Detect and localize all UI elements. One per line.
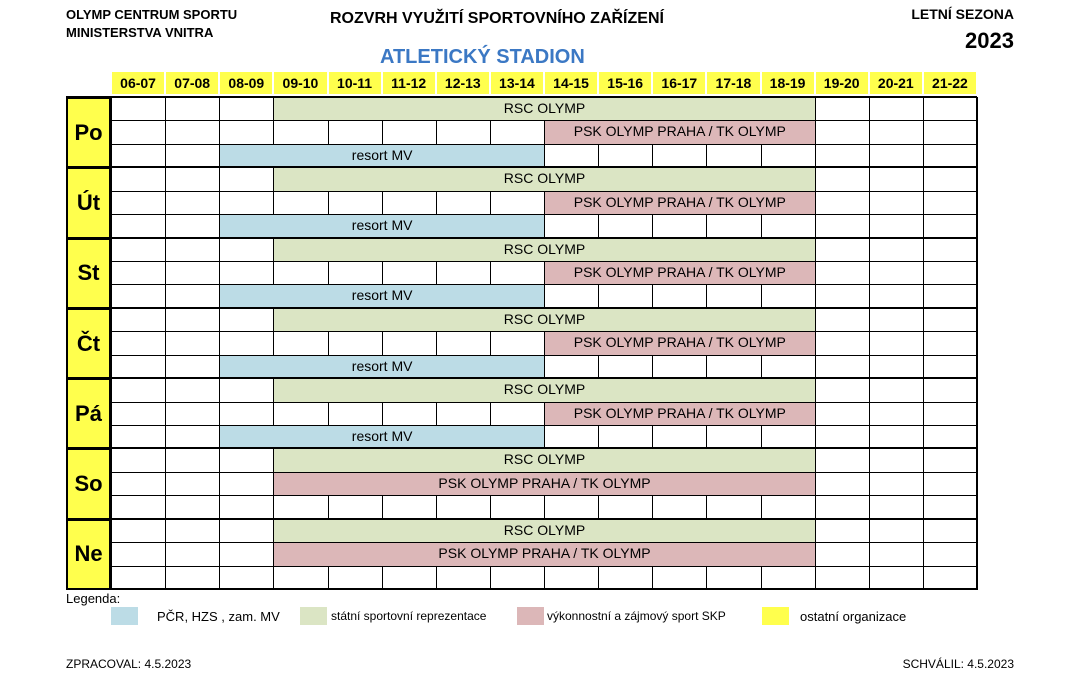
empty-cell [869,519,924,543]
empty-cell [436,261,491,285]
empty-cell [706,284,761,308]
empty-cell [219,378,274,402]
day-separator [66,307,977,309]
empty-cell [165,97,220,121]
empty-cell [273,495,328,519]
empty-cell [815,402,870,426]
empty-cell [923,378,978,402]
empty-cell [869,191,924,215]
empty-cell [598,214,653,238]
empty-cell [219,308,274,332]
day-label: Ne [66,519,111,590]
empty-cell [869,120,924,144]
empty-cell [219,402,274,426]
empty-cell [382,566,437,590]
booking-green: RSC OLYMP [273,519,815,543]
empty-cell [815,120,870,144]
empty-cell [598,355,653,379]
empty-cell [869,566,924,590]
empty-cell [165,214,220,238]
empty-cell [815,355,870,379]
org-line1: OLYMP CENTRUM SPORTU [66,7,238,22]
empty-cell [923,167,978,191]
grid-border [976,97,978,589]
empty-cell [869,378,924,402]
day-separator [66,237,977,239]
empty-cell [219,120,274,144]
day-label: Po [66,97,111,168]
empty-cell [436,402,491,426]
approved-date: SCHVÁLIL: 4.5.2023 [902,657,1014,671]
empty-cell [490,495,545,519]
day-label: Čt [66,308,111,379]
empty-cell [815,261,870,285]
empty-cell [111,308,166,332]
day-label: Pá [66,378,111,449]
empty-cell [544,566,599,590]
empty-cell [273,191,328,215]
empty-cell [869,472,924,496]
hour-header: 12-13 [437,72,489,94]
empty-cell [490,402,545,426]
empty-cell [815,144,870,168]
empty-cell [219,331,274,355]
empty-cell [598,144,653,168]
empty-cell [923,331,978,355]
empty-cell [761,425,816,449]
legend-swatch-yellow [762,607,789,625]
page-title: ROZVRH VYUŽITÍ SPORTOVNÍHO ZAŘÍZENÍ [330,10,664,27]
empty-cell [815,425,870,449]
empty-cell [869,448,924,472]
day-separator [66,96,977,98]
empty-cell [382,331,437,355]
empty-cell [219,261,274,285]
empty-cell [111,97,166,121]
empty-cell [598,284,653,308]
booking-blue: resort MV [219,214,545,238]
booking-green: RSC OLYMP [273,238,815,262]
empty-cell [490,120,545,144]
empty-cell [328,566,383,590]
legend-swatch-blue [111,607,138,625]
empty-cell [382,402,437,426]
season: LETNÍ SEZONA [911,6,1014,22]
empty-cell [436,331,491,355]
empty-cell [815,542,870,566]
booking-blue: resort MV [219,144,545,168]
empty-cell [328,402,383,426]
empty-cell [490,191,545,215]
empty-cell [165,472,220,496]
empty-cell [869,495,924,519]
legend-blue-label: PČR, HZS , zam. MV [157,609,280,624]
empty-cell [111,355,166,379]
empty-cell [436,566,491,590]
empty-cell [815,519,870,543]
empty-cell [219,191,274,215]
empty-cell [165,566,220,590]
empty-cell [328,120,383,144]
hour-header: 07-08 [166,72,218,94]
empty-cell [923,120,978,144]
empty-cell [490,261,545,285]
empty-cell [111,331,166,355]
day-separator [66,447,977,449]
day-label: So [66,448,111,519]
empty-cell [923,97,978,121]
empty-cell [652,214,707,238]
legend-green-label: státní sportovní reprezentace [331,609,487,623]
empty-cell [111,448,166,472]
booking-blue: resort MV [219,284,545,308]
empty-cell [923,542,978,566]
empty-cell [923,519,978,543]
empty-cell [382,261,437,285]
empty-cell [706,144,761,168]
empty-cell [761,284,816,308]
empty-cell [111,495,166,519]
empty-cell [273,402,328,426]
empty-cell [923,308,978,332]
empty-cell [869,97,924,121]
booking-blue: resort MV [219,355,545,379]
empty-cell [165,425,220,449]
hour-header: 13-14 [491,72,543,94]
empty-cell [869,402,924,426]
empty-cell [111,402,166,426]
empty-cell [111,214,166,238]
hour-header: 17-18 [707,72,759,94]
hour-header: 19-20 [816,72,868,94]
empty-cell [382,495,437,519]
empty-cell [165,284,220,308]
empty-cell [923,472,978,496]
booking-green: RSC OLYMP [273,167,815,191]
empty-cell [328,331,383,355]
empty-cell [165,331,220,355]
empty-cell [544,284,599,308]
empty-cell [219,97,274,121]
empty-cell [111,542,166,566]
empty-cell [111,284,166,308]
empty-cell [436,120,491,144]
empty-cell [165,495,220,519]
empty-cell [923,355,978,379]
empty-cell [436,191,491,215]
empty-cell [652,566,707,590]
empty-cell [544,425,599,449]
hour-header: 14-15 [545,72,597,94]
empty-cell [923,214,978,238]
empty-cell [111,378,166,402]
empty-cell [923,261,978,285]
empty-cell [923,284,978,308]
empty-cell [111,167,166,191]
empty-cell [761,214,816,238]
empty-cell [544,144,599,168]
empty-cell [706,566,761,590]
booking-pink: PSK OLYMP PRAHA / TK OLYMP [544,261,816,285]
empty-cell [165,167,220,191]
empty-cell [652,284,707,308]
empty-cell [273,331,328,355]
empty-cell [652,144,707,168]
empty-cell [273,120,328,144]
empty-cell [706,355,761,379]
empty-cell [815,448,870,472]
booking-blue: resort MV [219,425,545,449]
empty-cell [165,355,220,379]
empty-cell [165,144,220,168]
empty-cell [490,331,545,355]
empty-cell [328,191,383,215]
legend-swatch-green [300,607,327,625]
empty-cell [923,144,978,168]
booking-green: RSC OLYMP [273,97,815,121]
empty-cell [815,191,870,215]
empty-cell [815,214,870,238]
empty-cell [869,167,924,191]
empty-cell [219,472,274,496]
org-line2: MINISTERSTVA VNITRA [66,25,214,40]
empty-cell [761,144,816,168]
empty-cell [273,566,328,590]
empty-cell [652,495,707,519]
empty-cell [436,495,491,519]
empty-cell [869,284,924,308]
empty-cell [165,448,220,472]
empty-cell [869,355,924,379]
empty-cell [815,472,870,496]
empty-cell [815,378,870,402]
empty-cell [490,566,545,590]
empty-cell [598,566,653,590]
hour-header: 10-11 [329,72,381,94]
booking-pink: PSK OLYMP PRAHA / TK OLYMP [273,542,815,566]
hour-header: 18-19 [762,72,814,94]
empty-cell [165,261,220,285]
empty-cell [111,566,166,590]
empty-cell [544,495,599,519]
empty-cell [815,495,870,519]
empty-cell [165,378,220,402]
day-label: St [66,238,111,309]
empty-cell [219,495,274,519]
booking-pink: PSK OLYMP PRAHA / TK OLYMP [544,402,816,426]
empty-cell [165,519,220,543]
empty-cell [761,566,816,590]
booking-green: RSC OLYMP [273,308,815,332]
empty-cell [273,261,328,285]
empty-cell [869,214,924,238]
empty-cell [923,566,978,590]
empty-cell [869,144,924,168]
booking-green: RSC OLYMP [273,378,815,402]
empty-cell [652,425,707,449]
empty-cell [219,448,274,472]
empty-cell [165,402,220,426]
day-separator [66,518,977,520]
empty-cell [923,448,978,472]
empty-cell [111,261,166,285]
empty-cell [815,566,870,590]
hour-header: 06-07 [112,72,164,94]
empty-cell [869,308,924,332]
empty-cell [165,238,220,262]
empty-cell [815,167,870,191]
empty-cell [165,542,220,566]
empty-cell [165,308,220,332]
processed-date: ZPRACOVAL: 4.5.2023 [66,657,192,671]
day-separator [66,377,977,379]
empty-cell [598,425,653,449]
empty-cell [544,214,599,238]
booking-pink: PSK OLYMP PRAHA / TK OLYMP [273,472,815,496]
hour-header: 11-12 [383,72,435,94]
day-separator [66,166,977,168]
empty-cell [111,191,166,215]
empty-cell [111,120,166,144]
legend-swatch-pink [517,607,544,625]
empty-cell [706,214,761,238]
hour-header: 15-16 [599,72,651,94]
venue-title: ATLETICKÝ STADION [380,46,585,68]
empty-cell [219,566,274,590]
booking-pink: PSK OLYMP PRAHA / TK OLYMP [544,331,816,355]
empty-cell [923,402,978,426]
empty-cell [923,238,978,262]
hour-header: 08-09 [220,72,272,94]
empty-cell [219,238,274,262]
booking-pink: PSK OLYMP PRAHA / TK OLYMP [544,120,816,144]
empty-cell [815,331,870,355]
empty-cell [652,355,707,379]
empty-cell [328,495,383,519]
empty-cell [382,191,437,215]
empty-cell [219,167,274,191]
empty-cell [869,425,924,449]
empty-cell [111,238,166,262]
empty-cell [111,425,166,449]
day-label: Út [66,167,111,238]
hour-header: 21-22 [924,72,976,94]
legend-pink-label: výkonnostní a zájmový sport SKP [547,609,726,623]
empty-cell [382,120,437,144]
hour-header: 20-21 [870,72,922,94]
empty-cell [544,355,599,379]
empty-cell [761,495,816,519]
empty-cell [869,331,924,355]
empty-cell [165,120,220,144]
booking-pink: PSK OLYMP PRAHA / TK OLYMP [544,191,816,215]
booking-green: RSC OLYMP [273,448,815,472]
empty-cell [706,495,761,519]
empty-cell [761,355,816,379]
legend-yellow-label: ostatní organizace [800,609,907,624]
empty-cell [219,542,274,566]
day-separator [66,588,977,590]
empty-cell [219,519,274,543]
empty-cell [706,425,761,449]
empty-cell [815,97,870,121]
empty-cell [328,261,383,285]
empty-cell [165,191,220,215]
empty-cell [815,308,870,332]
empty-cell [111,472,166,496]
empty-cell [869,542,924,566]
empty-cell [923,495,978,519]
empty-cell [111,519,166,543]
empty-cell [923,191,978,215]
empty-cell [598,495,653,519]
hour-header: 16-17 [653,72,705,94]
empty-cell [815,284,870,308]
legend-title: Legenda: [66,591,121,606]
empty-cell [923,425,978,449]
empty-cell [869,261,924,285]
empty-cell [815,238,870,262]
year: 2023 [965,28,1014,53]
hour-header: 09-10 [274,72,326,94]
empty-cell [869,238,924,262]
empty-cell [111,144,166,168]
